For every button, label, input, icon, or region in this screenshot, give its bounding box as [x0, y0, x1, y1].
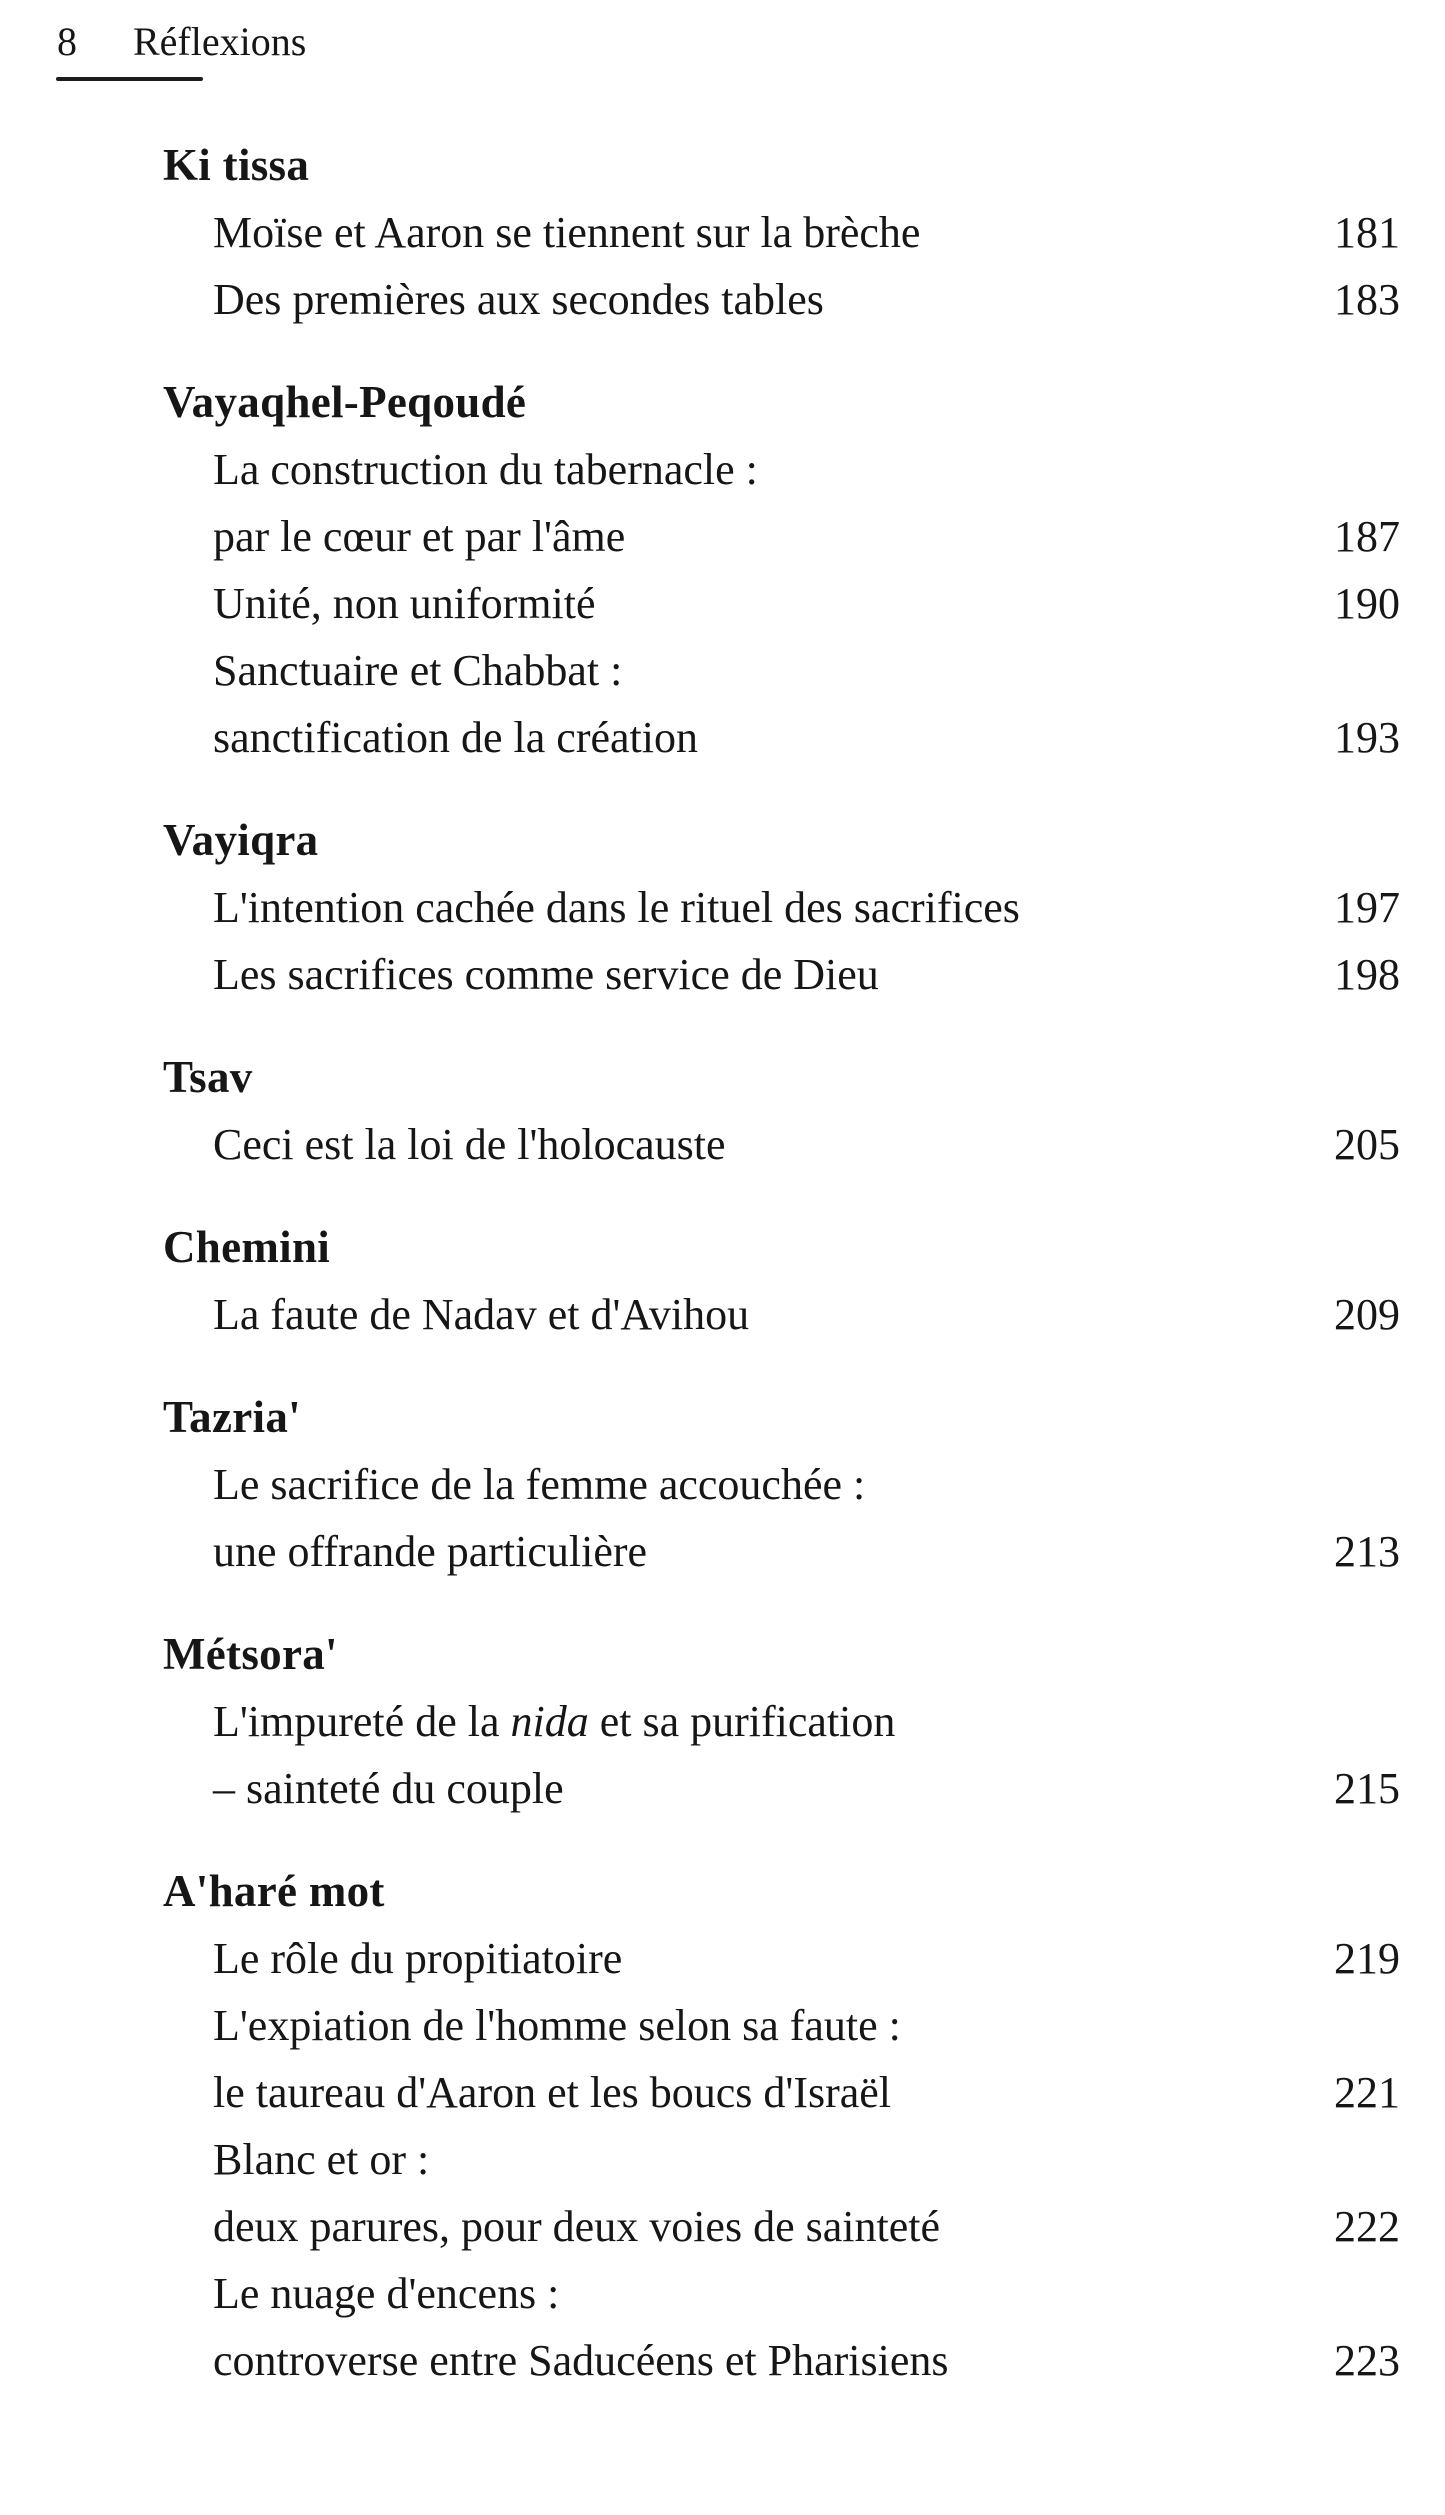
entry-line — [213, 1992, 1400, 2059]
entry-text: par le cœur et par l'âme — [213, 512, 626, 561]
toc-entry — [163, 1451, 1400, 1585]
toc-entry — [163, 1688, 1400, 1822]
entry-line — [213, 1111, 1400, 1178]
entry-page-number: 190 — [1334, 579, 1400, 628]
entry-text: L'intention cachée dans le rituel des sacrifices — [213, 883, 1020, 932]
entry-line — [213, 503, 1400, 570]
toc-section — [163, 1858, 1400, 2394]
entry-line — [213, 2327, 1400, 2394]
section-heading: Tsav — [163, 1052, 253, 1102]
header-rule — [56, 77, 203, 81]
entry-text: Le rôle du propitiatoire — [213, 1934, 623, 1983]
running-head: Réflexions — [133, 19, 307, 64]
entry-text-segment: et sa purification — [588, 1697, 896, 1746]
section-heading: Vayiqra — [163, 815, 319, 865]
entry-page-number: 187 — [1334, 512, 1400, 561]
entry-text: Des premières aux secondes tables — [213, 275, 824, 324]
toc-section — [163, 132, 1400, 333]
toc-entry — [163, 941, 1400, 1008]
entry-text: le taureau d'Aaron et les boucs d'Israël — [213, 2068, 892, 2117]
entry-page-number: 222 — [1334, 2202, 1400, 2251]
entry-page-number: 198 — [1334, 950, 1400, 999]
entry-text: une offrande particulière — [213, 1527, 648, 1576]
entry-page-number: 205 — [1334, 1120, 1400, 1169]
entry-line — [213, 1281, 1400, 1348]
entry-line — [213, 874, 1400, 941]
entry-line — [213, 266, 1400, 333]
toc-entry — [163, 2260, 1400, 2394]
entry-line — [213, 2193, 1400, 2260]
toc-section — [163, 1621, 1400, 1822]
entry-line — [213, 637, 1400, 704]
entry-line — [213, 1755, 1400, 1822]
entry-page-number: 193 — [1334, 713, 1400, 762]
table-of-contents — [163, 96, 1400, 2394]
toc-entry — [163, 436, 1400, 570]
toc-entry — [163, 637, 1400, 771]
entry-line — [213, 704, 1400, 771]
entry-text: Le sacrifice de la femme accouchée : — [213, 1460, 866, 1509]
toc-entry — [163, 266, 1400, 333]
toc-section — [163, 1384, 1400, 1585]
entry-line — [213, 2126, 1400, 2193]
entry-page-number: 215 — [1334, 1764, 1400, 1813]
entry-text-segment: L'impureté de la — [213, 1697, 511, 1746]
entry-page-number: 197 — [1334, 883, 1400, 932]
toc-section — [163, 369, 1400, 771]
toc-section — [163, 1044, 1400, 1178]
toc-section — [163, 807, 1400, 1008]
entry-text: Ceci est la loi de l'holocauste — [213, 1120, 726, 1169]
section-heading: Tazria' — [163, 1392, 301, 1442]
entry-line — [213, 436, 1400, 503]
entry-page-number: 181 — [1334, 208, 1400, 257]
entry-text: L'expiation de l'homme selon sa faute : — [213, 2001, 901, 2050]
entry-page-number: 223 — [1334, 2336, 1400, 2385]
entry-page-number: 221 — [1334, 2068, 1400, 2117]
page-number: 8 — [57, 19, 77, 64]
toc-entry — [163, 1992, 1400, 2126]
toc-section — [163, 1214, 1400, 1348]
entry-line — [213, 941, 1400, 1008]
entry-page-number: 183 — [1334, 275, 1400, 324]
toc-entry — [163, 1281, 1400, 1348]
entry-text: Sanctuaire et Chabbat : — [213, 646, 623, 695]
entry-text: Le nuage d'encens : — [213, 2269, 560, 2318]
entry-line — [213, 1925, 1400, 1992]
entry-text: Moïse et Aaron se tiennent sur la brèche — [213, 208, 921, 257]
toc-entry — [163, 2126, 1400, 2260]
entry-text: deux parures, pour deux voies de sainteté — [213, 2202, 940, 2251]
entry-text: sanctification de la création — [213, 713, 698, 762]
entry-line — [213, 1451, 1400, 1518]
toc-entry — [163, 1925, 1400, 1992]
entry-line — [213, 2260, 1400, 2327]
entry-text: Blanc et or : — [213, 2135, 430, 2184]
entry-text: Les sacrifices comme service de Dieu — [213, 950, 879, 999]
toc-entry — [163, 874, 1400, 941]
entry-text: Unité, non uniformité — [213, 579, 596, 628]
entry-line — [213, 1518, 1400, 1585]
entry-text: La faute de Nadav et d'Avihou — [213, 1290, 750, 1339]
entry-line — [213, 570, 1400, 637]
toc-entry — [163, 570, 1400, 637]
entry-text-italic: nida — [510, 1697, 589, 1746]
toc-entry — [163, 199, 1400, 266]
entry-page-number: 219 — [1334, 1934, 1400, 1983]
entry-line — [213, 199, 1400, 266]
entry-line — [213, 1688, 1400, 1755]
entry-page-number: 213 — [1334, 1527, 1400, 1576]
entry-text: La construction du tabernacle : — [213, 445, 758, 494]
entry-line — [213, 2059, 1400, 2126]
section-heading: Métsora' — [163, 1629, 338, 1679]
entry-text: controverse entre Saducéens et Pharisiens — [213, 2336, 949, 2385]
section-heading: Ki tissa — [163, 140, 310, 190]
entry-text: – sainteté du couple — [213, 1764, 564, 1813]
entry-page-number: 209 — [1334, 1290, 1400, 1339]
section-heading: Chemini — [163, 1222, 331, 1272]
section-heading: Vayaqhel-Peqoudé — [163, 377, 527, 427]
section-heading: A'haré mot — [163, 1866, 385, 1916]
toc-entry — [163, 1111, 1400, 1178]
entry-text — [213, 1688, 895, 1755]
